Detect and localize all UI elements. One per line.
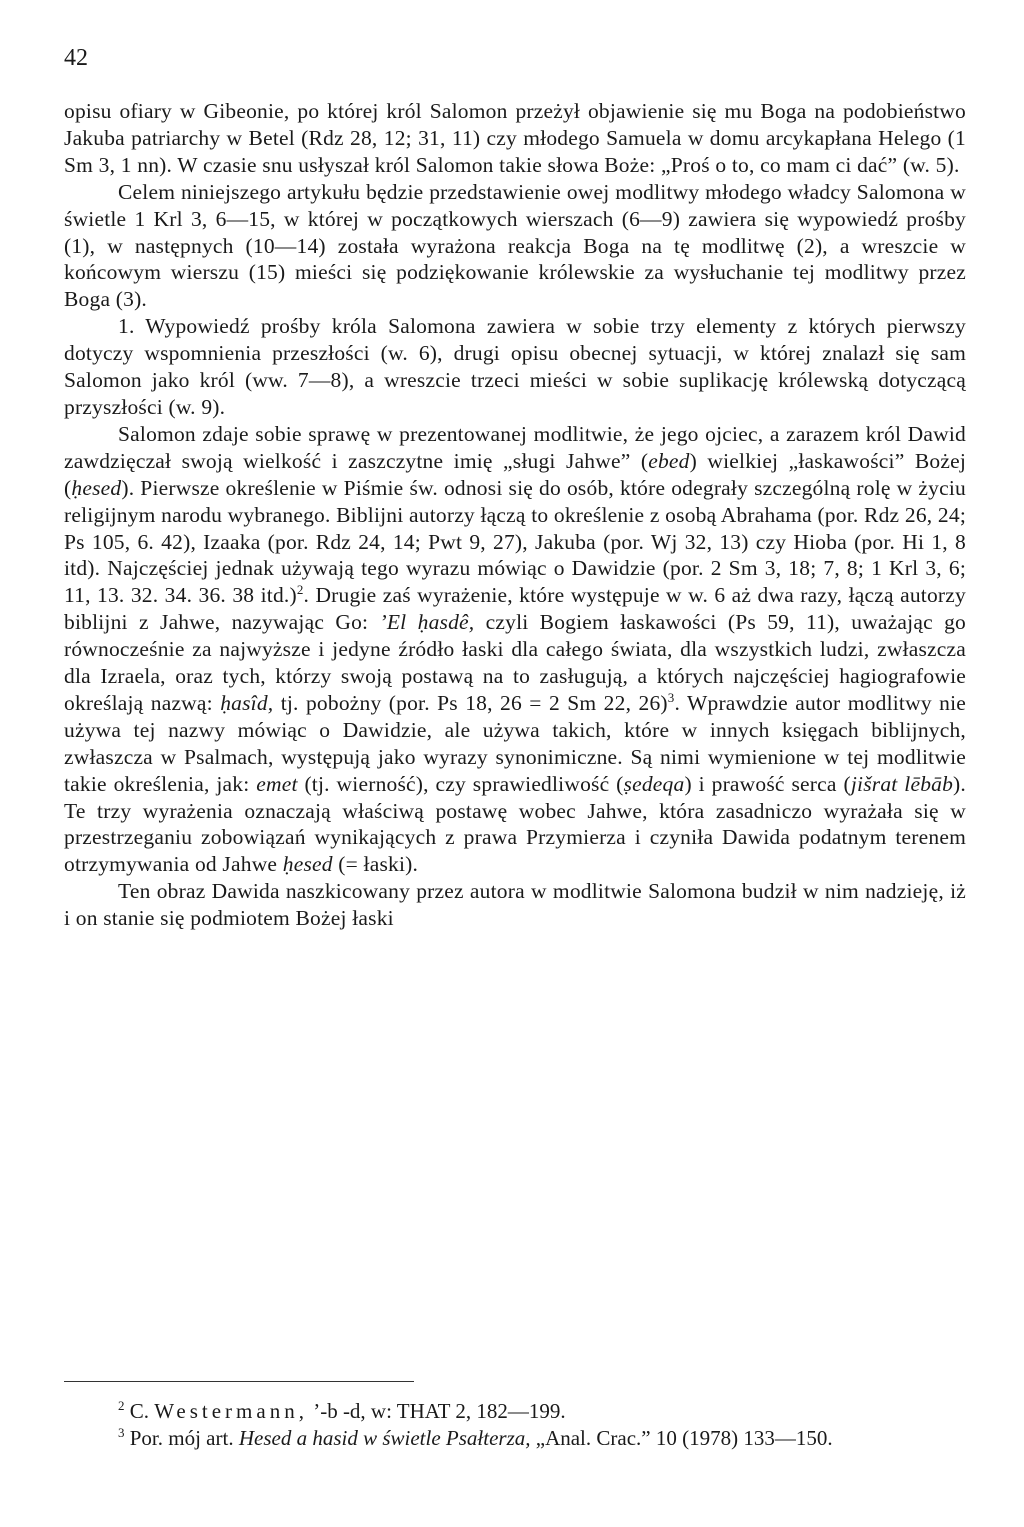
text-run: czyli Bogiem łaskawości (Ps 59, 11), uważając go równocześnie za najwyższe i jedyne źródło łaski dla całego świata, dla wszystkich ludzi, zwłaszcza dla Izraela, oraz tych, którzy swoją postawą na to zasługują, a których najczęściej hagiografowie określają nazwą: xyxy=(64,610,966,715)
footnote-ref-2: 2 xyxy=(296,582,304,598)
footnotes xyxy=(64,1398,966,1451)
text-run: Salomon zdaje sobie sprawę w prezentowanej modlitwie, że jego ojciec, a zarazem król Dawid zawdzięczał swoją wielkość i zaszczytne imię „sługi Jahwe” ( xyxy=(64,421,966,473)
footnote-2-text: ’-b -d, w: THAT 2, 182—199. xyxy=(307,1399,566,1423)
footnote-2: $^2$ C. Westermann, ’-b -d, w: THAT 2, 182—199. xyxy=(118,1398,566,1423)
text-run: ). Te trzy wyrażenia oznaczają właściwą postawę wobec Jahwe, która zasadniczo wyrażała się w przestrzeganiu zobowiązań wynikających z prawa Przymierza i czyniła Dawida podatnym terenem otrzymywania od Jahwe xyxy=(64,771,966,877)
text-run: ). Pierwsze określenie w Piśmie św. odnosi się do osób, które odegrały szczególną rolę w życiu religijnym narodu wybranego. Biblijni autorzy łączą to określenie z osobą Abrahama (por. Rdz 26, 24; Ps 105, 6. 42), Izaaka (por. Rdz 24, 14; Pwt 9, 27), Jakuba (por. Wj 32, 13) czy Hioba (por. Hi 1, 8 itd). Najczęściej jednak używają tego wyrazu mówiąc o Dawidzie (por. 2 Sm 3, 18; 7, 8; 1 Krl 3, 6; 11, 13. 32. 34. 36. 38 itd.) xyxy=(64,475,966,608)
term-hasid: ḥasîd, xyxy=(220,690,274,715)
footnote-divider xyxy=(64,1381,414,1382)
footnote-3-title: Hesed a hasid w świetle Psałterza, xyxy=(238,1425,531,1450)
footnote-3-pre: Por. mój art. xyxy=(124,1425,239,1450)
text-run: . Drugie zaś wyrażenie, które występuje w w. 6 aż dwa razy, łączą autorzy biblijni z Jahwe, nazywając Go: xyxy=(64,583,966,635)
text-run: . Wprawdzie autor modlitwy nie używa tej nazwy mówiąc o Dawidzie, ale używa takich, które w innych księgach biblijnych, zwłaszcza w Psalmach, występują jako wyrazy synonimiczne. Są nimi wymienione w tej modlitwie takie określenia, jak: xyxy=(64,690,966,796)
body-text xyxy=(64,98,966,932)
footnote-3 xyxy=(64,1425,966,1452)
footnote-ref-3: 3 xyxy=(667,689,675,705)
term-hesed-2: ḥesed xyxy=(282,852,333,877)
term-jisrat-lebab: jišrat lēbāb xyxy=(850,771,954,796)
term-ebed: ebed xyxy=(648,448,690,473)
text-run: ) wielkiej „łaskawości” Bożej ( xyxy=(64,448,966,500)
text-run: (tj. wierność), czy sprawiedliwość ( xyxy=(297,771,624,796)
footnote-2-author: Westermann, xyxy=(154,1399,308,1423)
footnote-3-post: „Anal. Crac.” 10 (1978) 133—150. xyxy=(530,1425,833,1450)
text-run: ) i prawość serca ( xyxy=(684,771,851,796)
paragraph-3: 1. Wypowiedź prośby króla Salomona zawiera w sobie trzy elementy z których pierwszy dotyczy wspomnienia przeszłości (w. 6), drugi opisu obecnej sytuacji, w której znalazł się sam Salomon jako król (ww. 7—8), a wreszcie trzeci mieści w sobie suplikację królewską dotyczącą przyszłości (w. 9). xyxy=(64,314,966,419)
text-run: tj. pobożny (por. Ps 18, 26 = 2 Sm 22, 26) xyxy=(273,690,668,715)
term-hesed: ḥesed xyxy=(71,475,122,500)
term-emet: emet xyxy=(256,771,298,796)
term-el-hasde: ’El ḥasdê, xyxy=(379,610,475,635)
footnote-mark-3: 3 xyxy=(118,1424,125,1440)
paragraph-2: Celem niniejszego artykułu będzie przedstawienie owej modlitwy młodego władcy Salomona w świetle 1 Krl 3, 6—15, w której w początkowych wierszach (6—9) zawiera się wypowiedź prośby (1), w następnych (10—14) została wyrażona reakcja Boga na tę modlitwę (2), a wreszcie w końcowym wierszu (15) mieści się podziękowanie królewskie za wysłuchanie tej modlitwy przez Boga (3). xyxy=(64,179,966,312)
text-run: (= łaski). xyxy=(332,852,419,877)
paragraph-1: opisu ofiary w Gibeonie, po której król Salomon przeżył objawienie się mu Boga na podobieństwo Jakuba patriarchy w Betel (Rdz 28, 12; 31, 11) czy młodego Samuela w domu arcykapłana Helego (1 Sm 3, 1 nn). W czasie snu usłyszał król Salomon takie słowa Boże: „Proś o to, co mam ci dać” (w. 5). xyxy=(64,99,966,177)
paragraph-5: Ten obraz Dawida naszkicowany przez autora w modlitwie Salomona budził w nim nadzieję, iż i on stanie się podmiotem Bożej łaski xyxy=(64,879,966,931)
paragraph-4 xyxy=(64,421,966,878)
page-number: 42 xyxy=(64,45,88,71)
footnote-mark-2: 2 xyxy=(118,1398,125,1413)
term-sedeqa: ṣedeqa xyxy=(623,771,685,796)
